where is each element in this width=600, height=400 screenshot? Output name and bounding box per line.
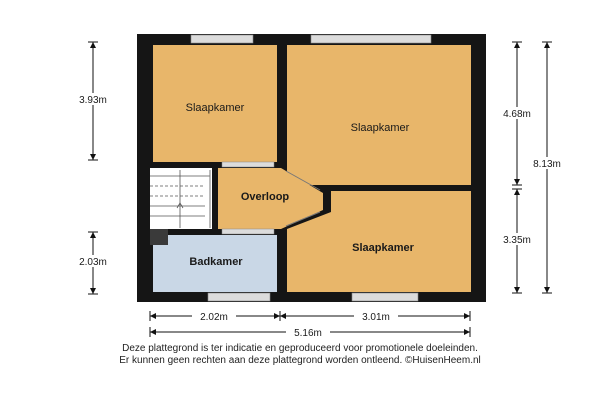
room-label-badkamer: Badkamer	[189, 256, 243, 268]
disclaimer-line-1: Deze plattegrond is ter indicatie en geproduceerd voor promotionele doeleinden.	[122, 343, 478, 354]
disclaimer	[0, 343, 600, 367]
dimension-label-bottom-left: 2.02m	[200, 312, 228, 323]
room-slaapkamer-ne	[287, 45, 471, 185]
dimension-label-right-bottom: 3.35m	[503, 235, 531, 246]
dimension-label-bottom-right: 3.01m	[362, 312, 390, 323]
room-label-slaapkamer-ne: Slaapkamer	[350, 122, 410, 134]
dimension-label-left-bottom: 2.03m	[79, 257, 107, 268]
dimension-label-bottom-total: 5.16m	[294, 328, 322, 339]
dimension-label-right-total: 8.13m	[533, 159, 561, 170]
disclaimer-line-2: Er kunnen geen rechten aan deze plattegrond worden ontleend. ©HuisenHeem.nl	[119, 355, 481, 366]
dimension-label-left-top: 3.93m	[79, 95, 107, 106]
room-label-slaapkamer-se: Slaapkamer	[352, 242, 414, 254]
dimension-label-right-top: 4.68m	[503, 109, 531, 120]
room-label-slaapkamer-nw: Slaapkamer	[185, 102, 245, 114]
room-label-overloop: Overloop	[240, 191, 290, 203]
